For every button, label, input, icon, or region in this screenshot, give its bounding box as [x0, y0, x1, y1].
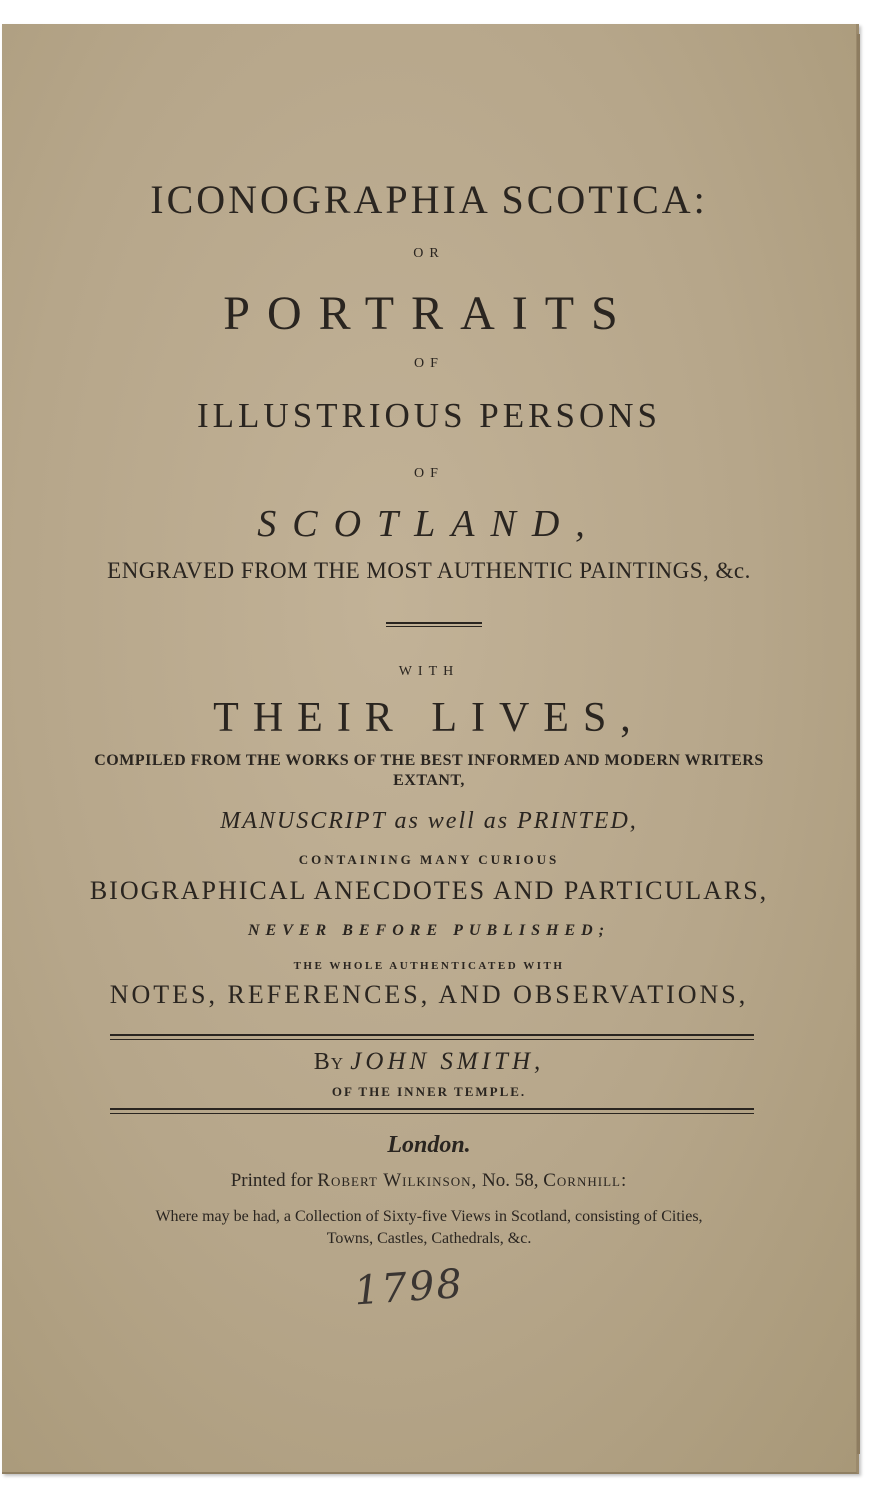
author-line [2, 1048, 856, 1076]
main-title: ICONOGRAPHIA SCOTICA: [150, 177, 708, 222]
short-divider-rule [386, 622, 482, 627]
containing-line: CONTAINING MANY CURIOUS [298, 852, 560, 867]
collection-note-line-2: Towns, Castles, Cathedrals, &c. [326, 1230, 532, 1247]
engraved-subtitle: ENGRAVED FROM THE MOST AUTHENTIC PAINTINGS, &c. [107, 558, 751, 583]
collection-note-line-1: Where may be had, a Collection of Sixty-five Views in Scotland, consisting of Cities, [155, 1208, 703, 1225]
publisher-name: Robert Wilkinson, [317, 1170, 478, 1191]
handwritten-year: 1798 [352, 1260, 466, 1315]
extant-line: EXTANT, [393, 772, 465, 789]
of-connector-1: OF [414, 356, 444, 371]
authenticated-line: THE WHOLE AUTHENTICATED WITH [293, 960, 565, 972]
portraits-heading: PORTRAITS [223, 287, 635, 340]
page-edge [857, 34, 860, 1454]
imprint-city: London. [387, 1132, 471, 1158]
street-name: Cornhill: [543, 1170, 628, 1191]
or-connector: OR [413, 246, 445, 261]
author-top-rule [110, 1034, 754, 1040]
with-connector: WITH [398, 664, 460, 679]
author-bottom-rule [110, 1108, 754, 1114]
notes-line: NOTES, REFERENCES, AND OBSERVATIONS, [109, 980, 749, 1009]
illustrious-persons-heading: ILLUSTRIOUS PERSONS [197, 396, 661, 435]
manuscript-line: MANUSCRIPT as well as PRINTED, [220, 808, 638, 834]
author-affiliation: OF THE INNER TEMPLE. [331, 1084, 527, 1099]
of-connector-2: OF [414, 466, 444, 481]
compiled-line: COMPILED FROM THE WORKS OF THE BEST INFORMED AND MODERN WRITERS [94, 752, 764, 769]
imprint-publisher-line [2, 1170, 856, 1192]
their-lives-heading: THEIR LIVES, [213, 695, 645, 741]
address-number: No. 58, [482, 1170, 539, 1191]
printed-for-text: Printed for [230, 1170, 313, 1191]
title-page [2, 24, 859, 1474]
author-name: JOHN SMITH, [350, 1048, 545, 1075]
never-published-line: NEVER BEFORE PUBLISHED; [247, 922, 611, 939]
scotland-heading: SCOTLAND, [257, 503, 601, 545]
by-word: By [313, 1049, 345, 1075]
biographical-line: BIOGRAPHICAL ANECDOTES AND PARTICULARS, [89, 876, 769, 905]
